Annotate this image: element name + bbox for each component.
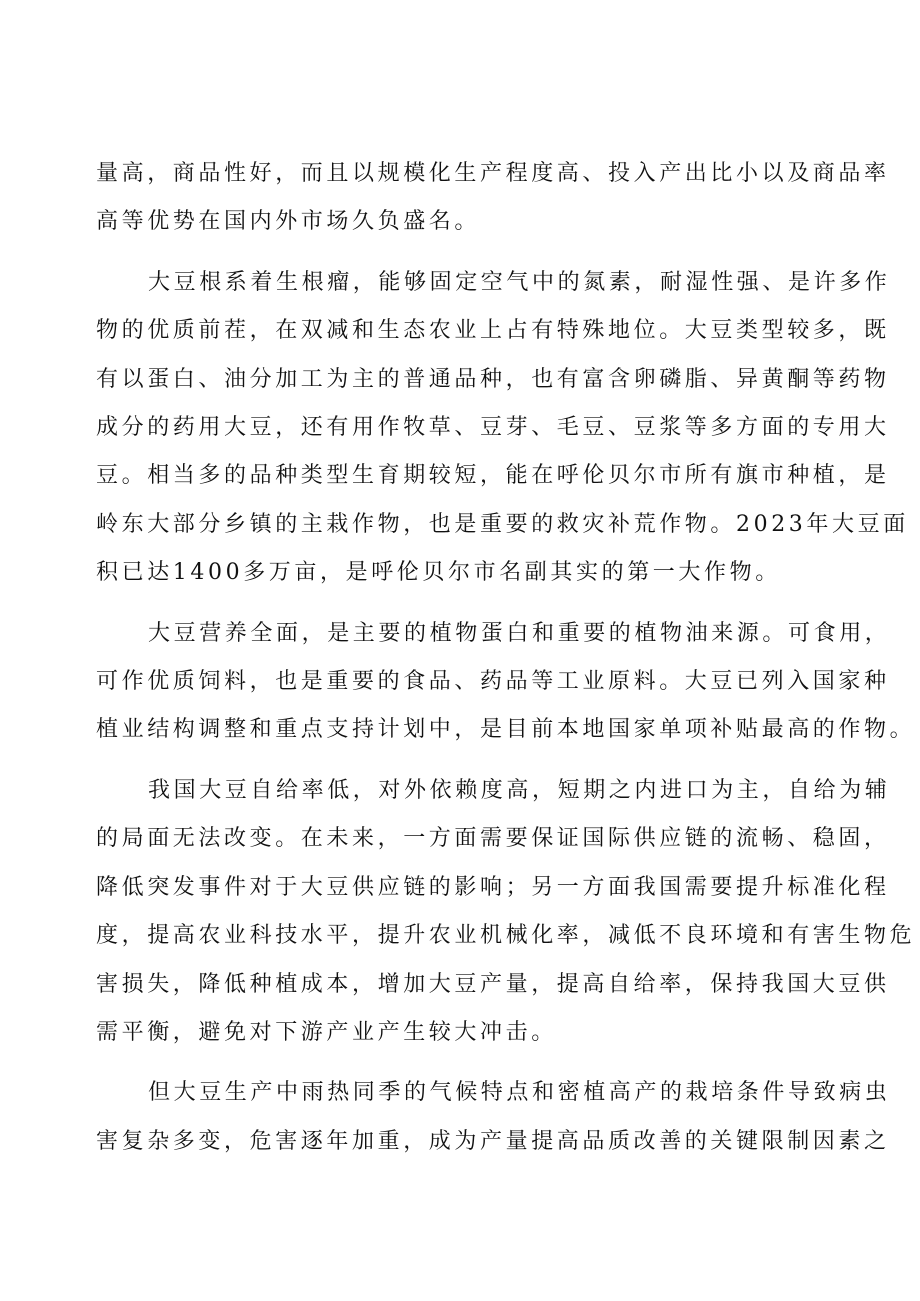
paragraph: [96, 610, 916, 755]
body-text: [96, 150, 916, 1166]
text-line: 成分的药用大豆，还有用作牧草、豆芽、毛豆、豆浆等多方面的专用大: [96, 415, 890, 441]
text-line: 但大豆生产中雨热同季的气候特点和密植高产的栽培条件导致病虫: [148, 1080, 891, 1106]
text-line: 的局面无法改变。在未来，一方面需要保证国际供应链的流畅、稳固，: [96, 826, 890, 852]
text-line: 有以蛋白、油分加工为主的普通品种，也有富含卵磷脂、异黄酮等药物: [96, 366, 890, 392]
text-line: 害复杂多变，危害逐年加重，成为产量提高品质改善的关键限制因素之: [96, 1128, 890, 1154]
text-line: 度，提高农业科技水平，提升农业机械化率，减低不良环境和有害生物危: [96, 923, 916, 949]
text-line: 大豆营养全面，是主要的植物蛋白和重要的植物油来源。可食用，: [148, 620, 891, 646]
text-line: 大豆根系着生根瘤，能够固定空气中的氮素，耐湿性强、是许多作: [148, 269, 891, 295]
text-line: 植业结构调整和重点支持计划中，是目前本地国家单项补贴最高的作物。: [96, 717, 916, 743]
text-line: 量高，商品性好，而且以规模化生产程度高、投入产出比小以及商品率: [96, 161, 890, 186]
paragraph: [96, 150, 890, 247]
text-line: 高等优势在国内外市场久负盛名。: [96, 209, 481, 235]
paragraph: [96, 767, 916, 1057]
text-line: 岭东大部分乡镇的主栽作物，也是重要的救灾补荒作物。2023年大豆面: [96, 511, 909, 537]
paragraph: [96, 259, 909, 598]
text-line: 需平衡，避免对下游产业产生较大冲击。: [96, 1019, 557, 1045]
text-line: 豆。相当多的品种类型生育期较短，能在呼伦贝尔市所有旗市种植，是: [96, 463, 890, 489]
text-line: 降低突发事件对于大豆供应链的影响；另一方面我国需要提升标准化程: [96, 874, 890, 900]
text-line: 物的优质前茬，在双减和生态农业上占有特殊地位。大豆类型较多，既: [96, 318, 890, 344]
text-line: 积已达1400多万亩，是呼伦贝尔市名副其实的第一大作物。: [96, 560, 781, 586]
text-line: 害损失，降低种植成本，增加大豆产量，提高自给率，保持我国大豆供: [96, 971, 890, 997]
paragraph: [96, 1069, 891, 1166]
text-line: 可作优质饲料，也是重要的食品、药品等工业原料。大豆已列入国家种: [96, 669, 890, 695]
text-line: 我国大豆自给率低，对外依赖度高，短期之内进口为主，自给为辅: [148, 777, 891, 803]
